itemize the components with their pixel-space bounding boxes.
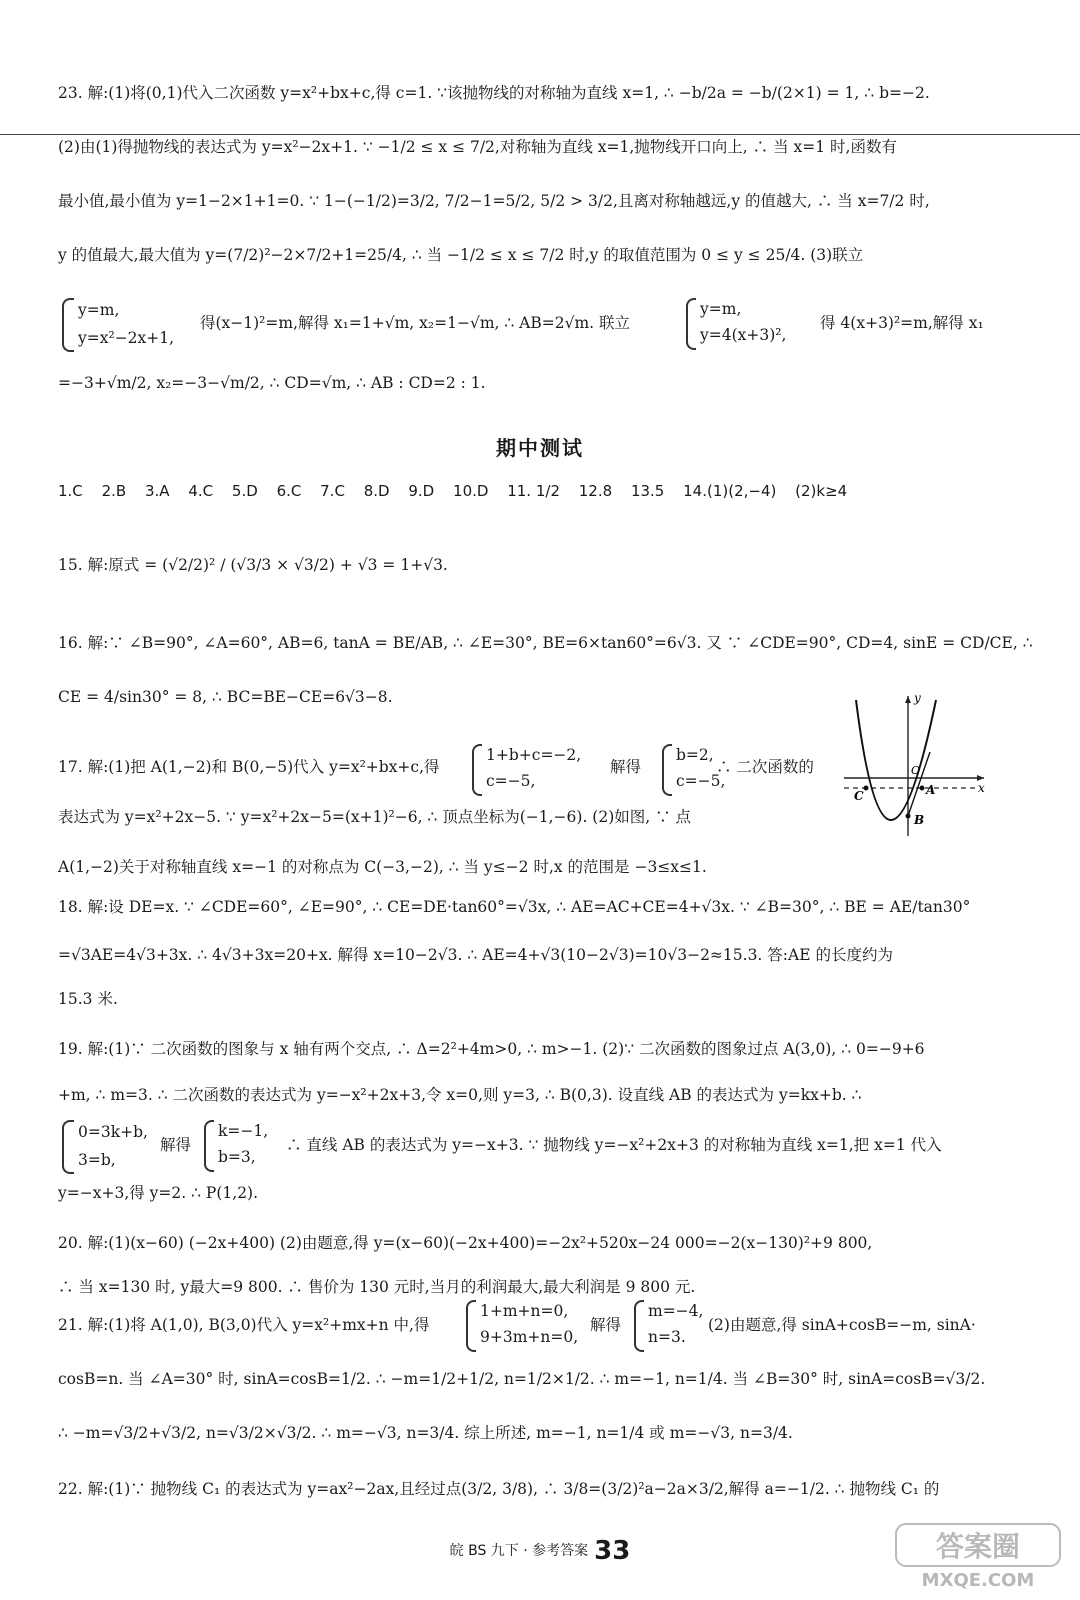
parabola-curve <box>856 700 936 820</box>
brace <box>662 744 672 796</box>
y-axis-arrow <box>905 696 911 703</box>
q17-line1b: ∴ 二次函数的 <box>716 758 814 776</box>
answer-item: 6.C <box>276 482 302 500</box>
page-number: 33 <box>594 1536 631 1566</box>
q18-line3: 15.3 米. <box>58 990 118 1008</box>
point-c-label: C <box>854 789 864 803</box>
answer-item: 9.D <box>408 482 435 500</box>
q23-system-1-eq1: y=m, <box>78 301 120 319</box>
q19-solve: 解得 <box>160 1136 192 1154</box>
y-label: y <box>914 691 921 705</box>
q17-system-b-eq1: b=2, <box>676 746 714 764</box>
q23-system-1 <box>78 296 174 352</box>
brace <box>62 1120 74 1174</box>
q23-line2: (2)由(1)得抛物线的表达式为 y=x²−2x+1. ∵ −1/2 ≤ x ≤ 7/2,对称轴为直线 x=1,抛物线开口向上, ∴ 当 x=1 时,函数有 <box>58 138 897 156</box>
choice-answers <box>58 482 1034 500</box>
q20-line1: 20. 解:(1)(x−60) (−2x+400) (2)由题意,得 y=(x−60)(−2x+400)=−2x²+520x−24 000=−2(x−130)²+9 800, <box>58 1234 873 1252</box>
q23-line5: 得(x−1)²=m,解得 x₁=1+√m, x₂=1−√m, ∴ AB=2√m. 联立 <box>200 314 631 332</box>
answer-item: (2)k≥4 <box>795 482 848 500</box>
q16-line2: CE = 4/sin30° = 8, ∴ BC=BE−CE=6√3−8. <box>58 688 393 706</box>
q17-system-a <box>486 742 581 794</box>
q23-line1: 23. 解:(1)将(0,1)代入二次函数 y=x²+bx+c,得 c=1. ∵该抛物线的对称轴为直线 x=1, ∴ −b/2a = −b/(2×1) = 1, ∴ b=−2. <box>58 84 930 102</box>
q19-line4: y=−x+3,得 y=2. ∴ P(1,2). <box>58 1184 259 1202</box>
q17-system-b-eq2: c=−5, <box>676 772 726 790</box>
answer-item: 11. 1/2 <box>507 482 560 500</box>
answer-item: 3.A <box>144 482 170 500</box>
q23-system-2-eq2: y=4(x+3)², <box>700 326 787 344</box>
q15: 15. 解:原式 = (√2/2)² / (√3/3 × √3/2) + √3 = 1+√3. <box>58 556 448 574</box>
brace <box>62 298 74 352</box>
answer-item: 7.C <box>320 482 345 500</box>
q19-system-a <box>78 1118 148 1174</box>
q21-solve: 解得 <box>590 1316 622 1334</box>
brace <box>204 1120 214 1172</box>
q23-system-1-eq2: y=x²−2x+1, <box>78 329 175 347</box>
point-b-label: B <box>914 813 925 827</box>
answer-item: 13.5 <box>630 482 665 500</box>
q21-line2: cosB=n. 当 ∠A=30° 时, sinA=cosB=1/2. ∴ −m=1/2+1/2, n=1/2×1/2. ∴ m=−1, n=1/4. 当 ∠B=30° 时, sinA=cosB=√3/2. <box>58 1370 986 1388</box>
brace <box>466 1300 476 1352</box>
watermark-title: 答案圈 <box>935 1530 1021 1563</box>
q21-system-a-eq1: 1+m+n=0, <box>480 1302 569 1320</box>
q21-line1b: (2)由题意,得 sinA+cosB=−m, sinA· <box>708 1316 976 1334</box>
point-a <box>920 786 925 791</box>
watermark-logo <box>894 1522 1062 1592</box>
q17-system-a-eq1: 1+b+c=−2, <box>486 746 582 764</box>
q18-line1: 18. 解:设 DE=x. ∵ ∠CDE=60°, ∠E=90°, ∴ CE=DE·tan60°=√3x, ∴ AE=AC+CE=4+√3x. ∵ ∠B=30°, ∴ BE = AE/tan30° <box>58 898 971 916</box>
brace <box>686 298 696 350</box>
q18-line2: =√3AE=4√3+3x. ∴ 4√3+3x=20+x. 解得 x=10−2√3. ∴ AE=4+√3(10−2√3)=10√3−2≈15.3. 答:AE 的长度约为 <box>58 946 893 964</box>
q21-system-a <box>480 1298 578 1350</box>
q19-system-b-eq1: k=−1, <box>218 1122 269 1140</box>
q19-system-a-eq2: 3=b, <box>78 1151 116 1169</box>
answer-item: 1.C <box>58 482 83 500</box>
answer-item: 10.D <box>453 482 489 500</box>
q19-system-b <box>218 1118 268 1170</box>
point-a-label: A <box>926 783 936 797</box>
q21-line3: ∴ −m=√3/2+√3/2, n=√3/2×√3/2. ∴ m=−√3, n=3/4. 综上所述, m=−1, n=1/4 或 m=−√3, n=3/4. <box>58 1424 793 1442</box>
q17-solve: 解得 <box>610 758 642 776</box>
point-c <box>864 786 869 791</box>
q21-system-a-eq2: 9+3m+n=0, <box>480 1328 579 1346</box>
q20-line2: ∴ 当 x=130 时, y最大=9 800. ∴ 售价为 130 元时,当月的利润最大,最大利润是 9 800 元. <box>58 1278 696 1296</box>
brace <box>472 744 482 796</box>
q23-system-2-eq1: y=m, <box>700 300 742 318</box>
answer-item: 5.D <box>231 482 258 500</box>
q21-line1a: 21. 解:(1)将 A(1,0), B(3,0)代入 y=x²+mx+n 中,得 <box>58 1316 430 1334</box>
q19-system-b-eq2: b=3, <box>218 1148 256 1166</box>
x-label: x <box>978 781 985 795</box>
q19-system-a-eq1: 0=3k+b, <box>78 1123 148 1141</box>
q19-line1: 19. 解:(1)∵ 二次函数的图象与 x 轴有两个交点, ∴ Δ=2²+4m>0, ∴ m>−1. (2)∵ 二次函数的图象过点 A(3,0), ∴ 0=−9+6 <box>58 1040 925 1058</box>
q21-system-b <box>648 1298 703 1350</box>
q23-line6: =−3+√m/2, x₂=−3−√m/2, ∴ CD=√m, ∴ AB : CD=2 : 1. <box>58 374 486 392</box>
origin-label: O <box>911 764 921 777</box>
answer-item: 12.8 <box>578 482 613 500</box>
q19-line3b: ∴ 直线 AB 的表达式为 y=−x+3. ∵ 抛物线 y=−x²+2x+3 的对称轴为直线 x=1,把 x=1 代入 <box>286 1136 942 1154</box>
q21-system-b-eq1: m=−4, <box>648 1302 704 1320</box>
answer-item: 14.(1)(2,−4) <box>683 482 777 500</box>
q16-line1: 16. 解:∵ ∠B=90°, ∠A=60°, AB=6, tanA = BE/AB, ∴ ∠E=30°, BE=6×tan60°=6√3. 又 ∵ ∠CDE=90°, CD=4, sinE = CD/CE, ∴ <box>58 634 1033 652</box>
q23-line4: y 的值最大,最大值为 y=(7/2)²−2×7/2+1=25/4, ∴ 当 −1/2 ≤ x ≤ 7/2 时,y 的取值范围为 0 ≤ y ≤ 25/4. (3)联立 <box>58 246 864 264</box>
q23-line3: 最小值,最小值为 y=1−2×1+1=0. ∵ 1−(−1/2)=3/2, 7/2−1=5/2, 5/2 > 3/2,且离对称轴越远,y 的值越大, ∴ 当 x=7/2 时, <box>58 192 930 210</box>
q23-system-2 <box>700 296 786 348</box>
point-b <box>906 814 911 819</box>
footer-label: 皖 BS 九下 · 参考答案 <box>449 1543 589 1559</box>
q22-line1: 22. 解:(1)∵ 抛物线 C₁ 的表达式为 y=ax²−2ax,且经过点(3/2, 3/8), ∴ 3/8=(3/2)²a−2a×3/2,解得 a=−1/2. ∴ 抛物线 C₁ 的 <box>58 1480 940 1498</box>
watermark-url: MXQE.COM <box>921 1570 1035 1591</box>
q17-line2: 表达式为 y=x²+2x−5. ∵ y=x²+2x−5=(x+1)²−6, ∴ 顶点坐标为(−1,−6). (2)如图, ∵ 点 <box>58 808 692 826</box>
q17-line3: A(1,−2)关于对称轴直线 x=−1 的对称点为 C(−3,−2), ∴ 当 y≤−2 时,x 的范围是 −3≤x≤1. <box>58 858 707 876</box>
q17-system-a-eq2: c=−5, <box>486 772 536 790</box>
q17-line1a: 17. 解:(1)把 A(1,−2)和 B(0,−5)代入 y=x²+bx+c,得 <box>58 758 440 776</box>
brace <box>634 1300 644 1352</box>
answer-item: 8.D <box>363 482 390 500</box>
q21-system-b-eq2: n=3. <box>648 1328 686 1346</box>
q23-line5b: 得 4(x+3)²=m,解得 x₁ <box>820 314 984 332</box>
answer-item: 2.B <box>101 482 127 500</box>
answer-item: 4.C <box>188 482 214 500</box>
section-title: 期中测试 <box>496 436 584 460</box>
parabola-graph <box>838 690 988 840</box>
q19-line2: +m, ∴ m=3. ∴ 二次函数的表达式为 y=−x²+2x+3,令 x=0,则 y=3, ∴ B(0,3). 设直线 AB 的表达式为 y=kx+b. ∴ <box>58 1086 862 1104</box>
